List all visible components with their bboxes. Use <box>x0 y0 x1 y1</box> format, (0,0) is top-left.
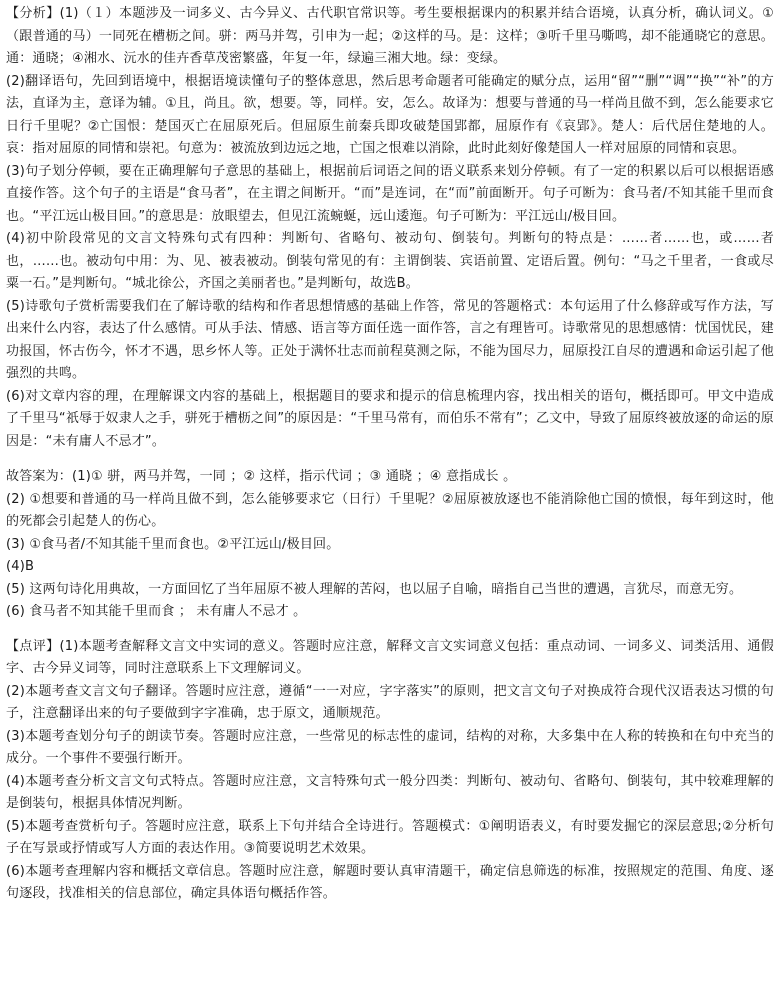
answer-line-1: 故答案为：(1)① 骈，两马并驾，一同 ；② 这样，指示代词 ；③ 通晓 ；④ 意指成长 。 <box>6 469 517 484</box>
answer-line-4: (4)B <box>6 559 35 574</box>
analysis-paragraph-2: (2)翻译语句，先回到语境中，根据语境读懂句子的整体意思，然后思考命题者可能确定的赋分点，运用“留”“删”“调”“换”“补”的方法，直译为主，意译为辅。①且，尚且。欲，想要。等，同样。安，怎么。故译为：想要与普通的马一样尚且做不到，怎么能要求它日行千里呢？②亡国恨：楚国灭亡在屈原死后。但屈原生前秦兵即攻破楚国郢都，屈原作有《哀郢》。楚人：后代居住楚地的人。哀：指对屈原的同情和崇祀。句意为：被流放到边远之地，亡国之恨难以消除，此时此刻好像楚国人一样对屈原的同情和哀思。 <box>6 73 774 156</box>
comment-paragraph-5: (5)本题考查赏析句子。答题时应注意，联系上下句并结合全诗进行。答题模式：①阐明语表义，有时要发掘它的深层意思;②分析句子在写景或抒情或写人方面的表达作用。③简要说明艺术效果。 <box>6 818 774 856</box>
comment-section <box>6 636 774 906</box>
analysis-paragraph-5: (5)诗歌句子赏析需要我们在了解诗歌的结构和作者思想情感的基础上作答，常见的答题格式：本句运用了什么修辞或写作方法，写出来什么内容，表达了什么感情。可从手法、情感、语言等方面任选一面作答，言之有理皆可。诗歌常见的思想感情：忧国忧民，建功报国，怀古伤今，怀才不遇，思乡怀人等。正处于满怀壮志而前程莫测之际，不能为国尽力，屈原投江自尽的遭遇和命运引起了他强烈的共鸣。 <box>6 298 774 381</box>
spacer <box>6 624 774 636</box>
analysis-paragraph-1: 【分析】(1)（１）本题涉及一词多义、古今异义、古代职官常识等。考生要根据课内的积累并结合语境，认真分析，确认词义。①（跟普通的马）一同死在槽枥之间。骈：两马并驾，引申为一起；②这样的马。是：这样；③听千里马嘶鸣，却不能通晓它的意思。通：通晓；④湘水、沅水的佳卉香草茂密繁盛，年复一年，绿遍三湘大地。绿：变绿。 <box>6 6 774 66</box>
comment-paragraph-2: (2)本题考查文言文句子翻译。答题时应注意，遵循“一一对应，字字落实”的原则，把文言文句子对换成符合现代汉语表达习惯的句子，注意翻译出来的句子要做到字字准确，忠于原文，通顺规范。 <box>6 683 774 721</box>
comment-paragraph-3: (3)本题考查划分句子的朗读节奏。答题时应注意，一些常见的标志性的虚词，结构的对称，大多集中在人称的转换和在句中充当的成分。一个事件不要强行断开。 <box>6 728 774 766</box>
comment-paragraph-6: (6)本题考查理解内容和概括文章信息。答题时应注意，解题时要认真审清题干，确定信息筛选的标准，按照规定的范围、角度、逐句逐段，找准相关的信息部位，确定具体语句概括作答。 <box>6 863 774 901</box>
answer-section <box>6 466 774 624</box>
answer-line-3: (3) ①食马者/不知其能千里而食也。②平江远山/极目回。 <box>6 536 340 552</box>
answer-line-2: (2) ①想要和普通的马一样尚且做不到，怎么能够要求它（日行）千里呢？②屈原被放逐也不能消除他亡国的愤恨，每年到这时，他的死都会引起楚人的伤心。 <box>6 491 774 529</box>
analysis-paragraph-4: (4)初中阶段常见的文言文特殊句式有四种：判断句、省略句、被动句、倒装句。判断句的特点是：……者……也，或……者也，……也。被动句中用：为、见、被表被动。倒装句常见的有：主谓倒装、宾语前置、定语后置。例句：“马之千里者，一食或尽粟一石。”是判断句。“城北徐公，齐国之美丽者也。”是判断句，故选B。 <box>6 231 774 291</box>
analysis-paragraph-3: (3)句子划分停顿，要在正确理解句子意思的基础上，根据前后词语之间的语义联系来划分停顿。有了一定的积累以后可以根据语感直接作答。这个句子的主语是“食马者”，在主谓之间断开。“而”是连词，在“而”前面断开。句子可断为：食马者/不知其能千里而食也。“平江远山极目回。”的意思是：放眼望去，但见江流蜿蜒，远山逶迤。句子可断为：平江远山/极目回。 <box>6 163 774 224</box>
answer-line-6: (6) 食马者不知其能千里而食 ； 未有庸人不忌才 。 <box>6 604 307 619</box>
answer-line-5: (5) 这两句诗化用典故，一方面回忆了当年屈原不被人理解的苦闷，也以屈子自喻，暗指自己当世的遭遇，言犹尽，而意无穷。 <box>6 581 743 597</box>
comment-paragraph-4: (4)本题考查分析文言文句式特点。答题时应注意，文言特殊句式一般分四类：判断句、被动句、省略句、倒装句，其中较难理解的是倒装句，根据具体情况判断。 <box>6 773 774 811</box>
comment-paragraph-1: 【点评】(1)本题考查解释文言文中实词的意义。答题时应注意，解释文言文实词意义包括：重点动词、一词多义、词类活用、通假字、古今异义词等，同时注意联系上下文理解词义。 <box>6 638 774 676</box>
analysis-paragraph-6: (6)对文章内容的理，在理解课文内容的基础上，根据题目的要求和提示的信息梳理内容，找出相关的语句，概括即可。甲文中造成了千里马“祇辱于奴隶人之手，骈死于槽枥之间”的原因是：“千里马常有，而伯乐不常有”；乙文中，导致了屈原终被放逐的命运的原因是：“未有庸人不忌才”。 <box>6 388 774 449</box>
analysis-section <box>6 3 774 453</box>
spacer <box>6 453 774 466</box>
